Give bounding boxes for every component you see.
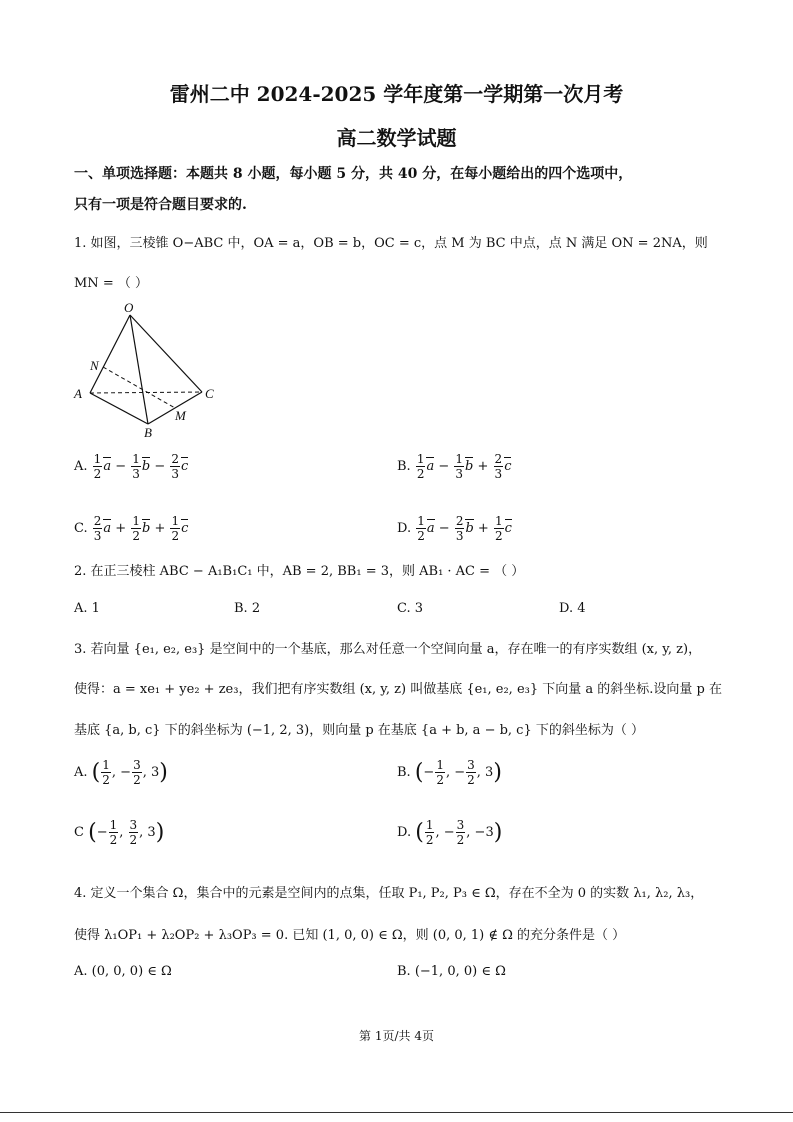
q3-stem-line2: 使得：a = xe₁ + ye₂ + ze₃，我们把有序实数组 (x, y, z) 叫做基底 {e₁, e₂, e₃} 下向量 a 的斜坐标.设向量 p 在	[74, 682, 722, 697]
q2-option-b[interactable]: B. 2	[234, 601, 261, 616]
q1-stem-line2: MN = （ ）	[74, 276, 148, 291]
option-label: A.	[74, 459, 88, 474]
figure-label-o: O	[124, 300, 134, 315]
figure-label-n: N	[90, 358, 99, 373]
q3-option-c[interactable]: C (− $\frac{1}{2}$ , $\frac{3}{2}$ , 3)	[74, 818, 165, 847]
q2-stem: 2. 在正三棱柱 ABC − A₁B₁C₁ 中，AB = 2, BB₁ = 3，则 AB₁ · AC = （ ）	[74, 564, 525, 579]
q3-option-b[interactable]: B. (− $\frac{1}{2}$ , − $\frac{3}{2}$ , 3)	[397, 758, 502, 787]
figure-label-b: B	[144, 425, 152, 440]
section-heading-line2: 只有一项是符合题目要求的.	[74, 197, 247, 213]
q2-option-d[interactable]: D. 4	[559, 601, 586, 616]
q4-option-a[interactable]: A. (0, 0, 0) ∈ Ω	[74, 964, 172, 979]
section-heading-line1: 一、单项选择题：本题共 8 小题，每小题 5 分，共 40 分，在每小题给出的四个选项中，	[74, 166, 633, 182]
q3-option-d[interactable]: D. ( $\frac{1}{2}$ , − $\frac{3}{2}$ , −3)	[397, 818, 503, 847]
q1-option-c[interactable]: C. $\frac{2}{3}$ a + $\frac{1}{2}$ b + $\frac{1}{2}$ c	[74, 514, 189, 543]
exam-title: 雷州二中 2024-2025 学年度第一学期第一次月考	[169, 82, 624, 106]
q1-tetrahedron-figure	[70, 300, 230, 442]
option-label: D.	[397, 825, 412, 840]
q1-stem-line1: 1. 如图，三棱锥 O−ABC 中，OA = a，OB = b，OC = c，点 M 为 BC 中点，点 N 满足 ON = 2NA，则	[74, 236, 708, 251]
option-label: C	[74, 825, 84, 840]
q3-option-a[interactable]: A. ( $\frac{1}{2}$ , − $\frac{3}{2}$ , 3)	[74, 758, 168, 787]
q2-option-c[interactable]: C. 3	[397, 601, 424, 616]
q4-option-b[interactable]: B. (−1, 0, 0) ∈ Ω	[397, 964, 506, 979]
exam-subtitle: 高二数学试题	[336, 126, 457, 150]
q3-stem-line3: 基底 {a, b, c} 下的斜坐标为 (−1, 2, 3)，则向量 p 在基底 {a + b, a − b, c} 下的斜坐标为（ ）	[74, 723, 644, 738]
q1-option-a[interactable]: A. $\frac{1}{2}$ a − $\frac{1}{3}$ b − $\frac{2}{3}$ c	[74, 452, 189, 481]
bottom-divider	[0, 1112, 793, 1113]
option-label: A.	[74, 765, 88, 780]
q4-stem-line1: 4. 定义一个集合 Ω，集合中的元素是空间内的点集，任取 P₁, P₂, P₃ ∈ Ω，存在不全为 0 的实数 λ₁, λ₂, λ₃，	[74, 886, 704, 901]
q2-option-a[interactable]: A. 1	[74, 601, 100, 616]
q4-stem-line2: 使得 λ₁OP₁ + λ₂OP₂ + λ₃OP₃ = 0. 已知 (1, 0, 0) ∈ Ω，则 (0, 0, 1) ∉ Ω 的充分条件是（ ）	[74, 928, 626, 943]
q1-option-d[interactable]: D. $\frac{1}{2}$ a − $\frac{2}{3}$ b + $\frac{1}{2}$ c	[397, 514, 512, 543]
page-number: 第 1页/共 4页	[359, 1029, 434, 1043]
option-label: C.	[74, 521, 88, 536]
q1-option-b[interactable]: B. $\frac{1}{2}$ a − $\frac{1}{3}$ b + $\frac{2}{3}$ c	[397, 452, 512, 481]
option-label: D.	[397, 521, 412, 536]
figure-label-m: M	[175, 408, 186, 423]
q3-stem-line1: 3. 若向量 {e₁, e₂, e₃} 是空间中的一个基底，那么对任意一个空间向量 a，存在唯一的有序实数组 (x, y, z)，	[74, 642, 702, 657]
option-label: B.	[397, 459, 411, 474]
figure-label-c: C	[205, 386, 214, 401]
option-label: B.	[397, 765, 411, 780]
figure-label-a: A	[74, 386, 82, 401]
